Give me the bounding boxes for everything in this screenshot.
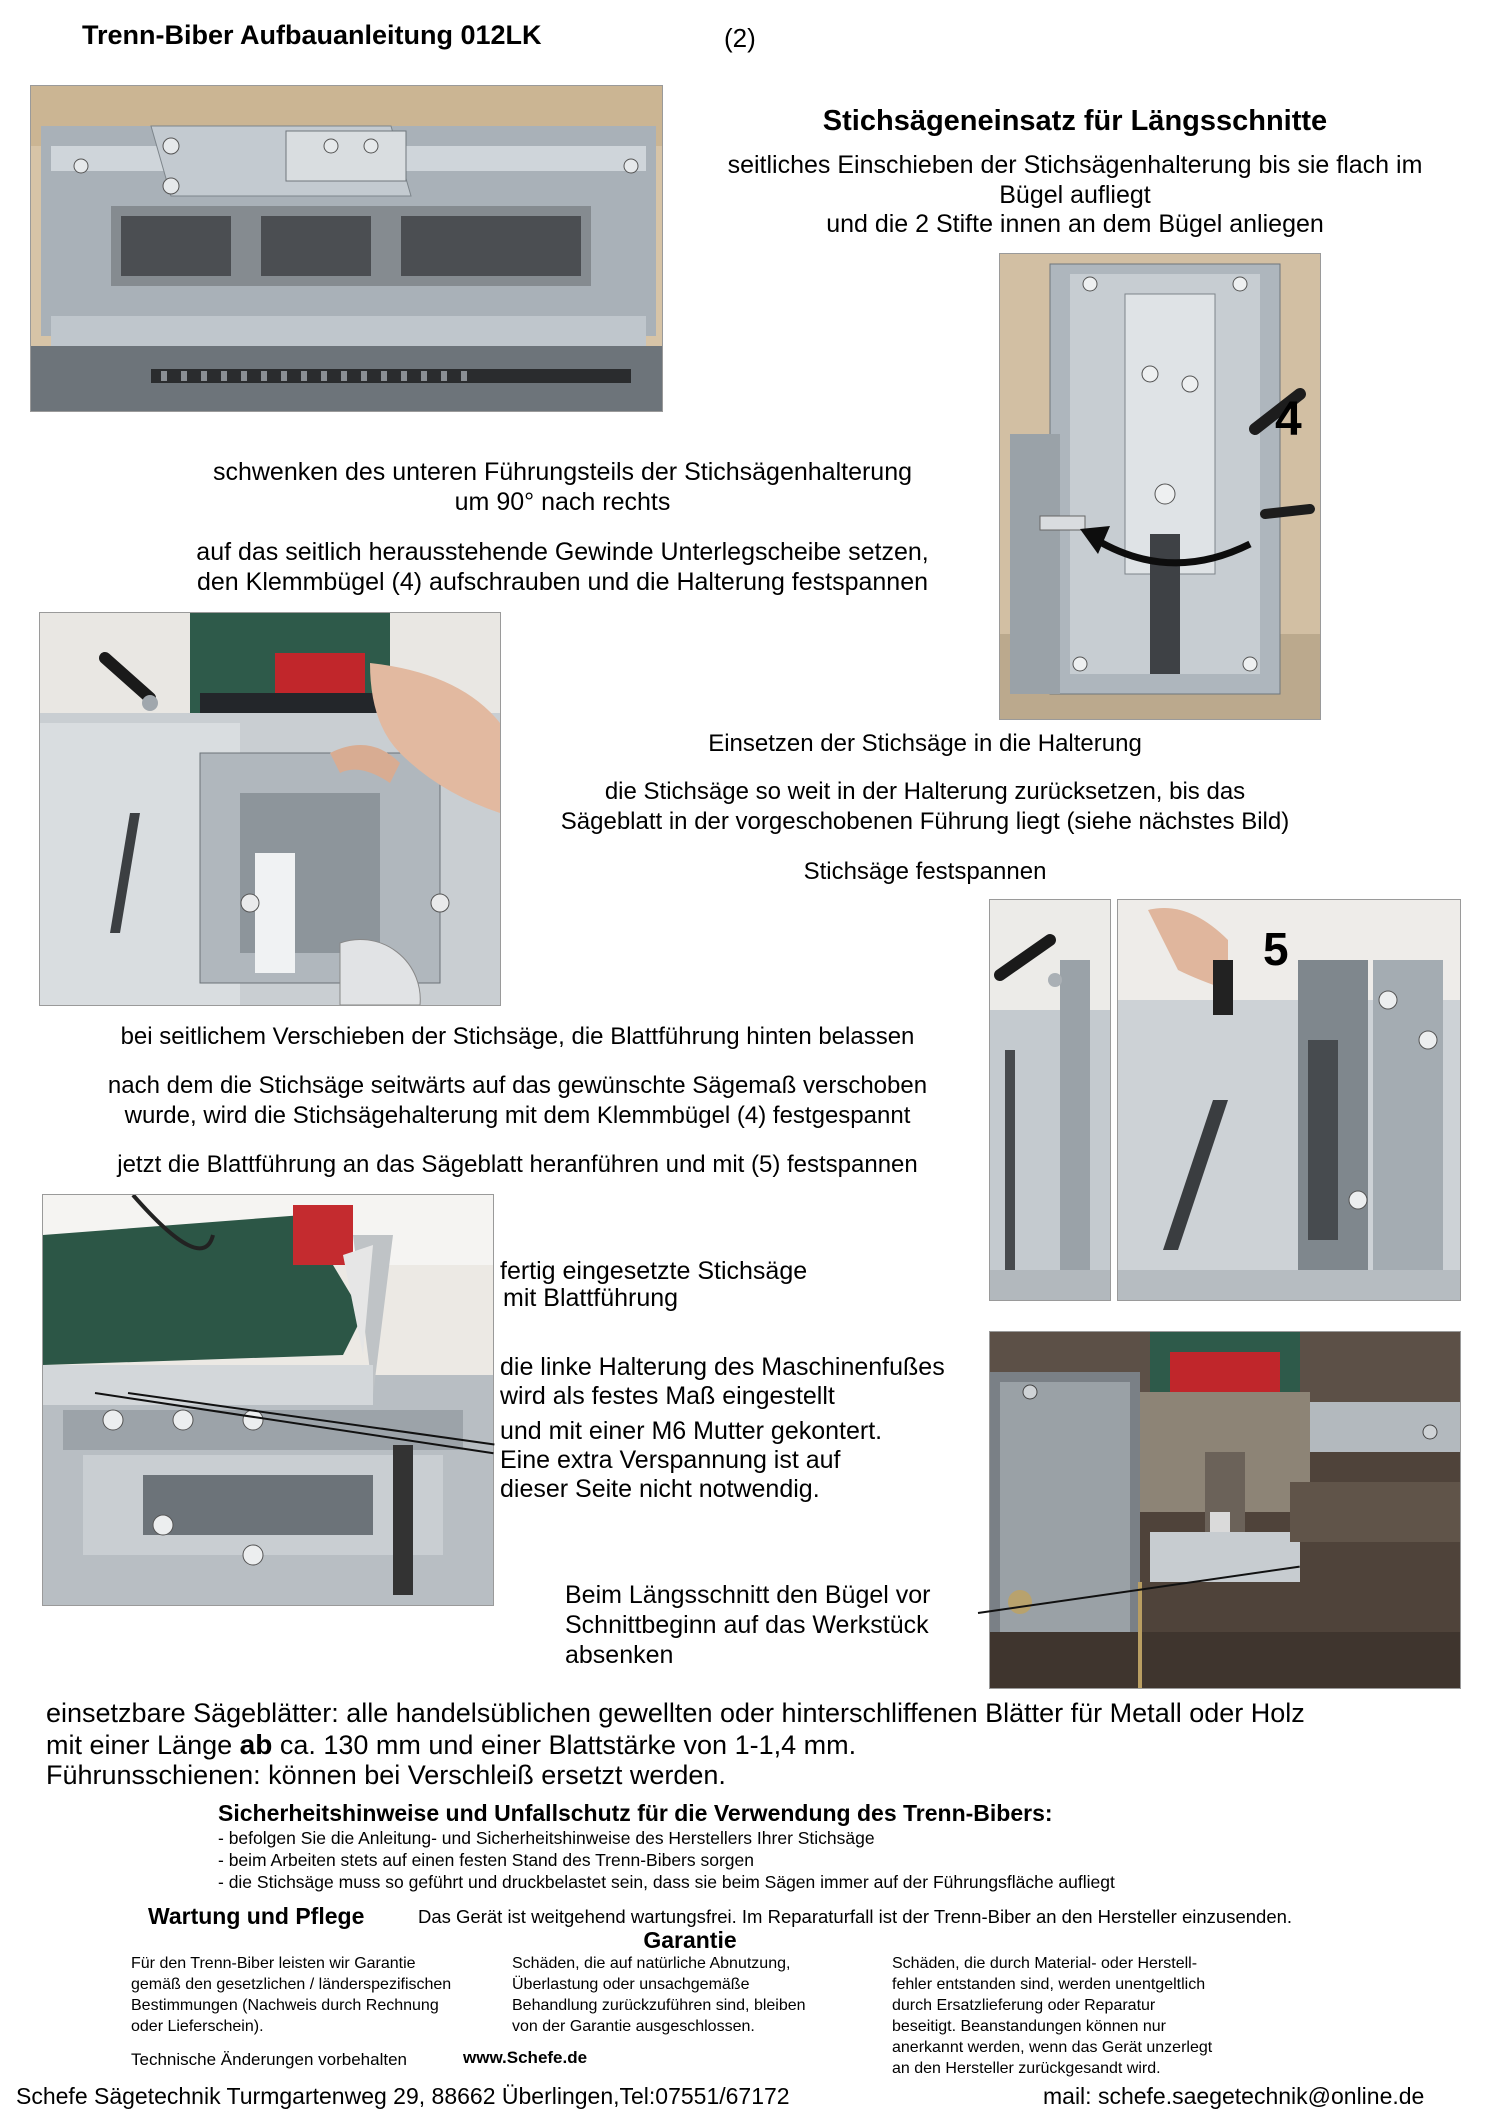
photo-longitudinal-cut xyxy=(989,1331,1461,1689)
caption-text: wird als festes Maß eingestellt xyxy=(500,1382,835,1410)
warranty-heading: Garantie xyxy=(643,1927,737,1953)
maintenance-text: Das Gerät ist weitgehend wartungsfrei. Im Reparaturfall ist der Trenn-Biber an den Hersteller einzusenden. xyxy=(418,1906,1293,1927)
photo-blade-guide-right xyxy=(1117,899,1461,1301)
blades-length-prefix: mit einer Länge xyxy=(46,1730,233,1760)
warranty-line: Für den Trenn-Biber leisten wir Garantie xyxy=(131,1955,416,1972)
document-title: Trenn-Biber Aufbauanleitung 012LK xyxy=(82,20,542,50)
blades-text: Führunsschienen: können bei Verschleiß ersetzt werden. xyxy=(46,1760,726,1790)
caption-text: fertig eingesetzte Stichsäge xyxy=(500,1257,808,1285)
warranty-line: Bestimmungen (Nachweis durch Rechnung xyxy=(131,1997,439,2014)
photo-blade-guide-left xyxy=(989,899,1111,1301)
caption-text: die linke Halterung des Maschinenfußes xyxy=(500,1353,945,1381)
instruction-text: Sägeblatt in der vorgeschobenen Führung liegt (siehe nächstes Bild) xyxy=(560,808,1290,835)
photo-inserting-saw xyxy=(39,612,501,1006)
warranty-line: an den Hersteller zurückgesandt wird. xyxy=(892,2060,1161,2077)
photo-label-5: 5 xyxy=(1263,923,1289,975)
instruction-text: und die 2 Stifte innen an dem Bügel anliegen xyxy=(826,210,1324,238)
warranty-line: durch Ersatzlieferung oder Reparatur xyxy=(892,1997,1156,2014)
instruction-text: um 90° nach rechts xyxy=(454,488,671,516)
warranty-column-2 xyxy=(512,1953,806,2037)
instruction-text: Einsetzen der Stichsäge in die Halterung xyxy=(708,730,1142,757)
instruction-text: seitliches Einschieben der Stichsägenhalterung bis sie flach im xyxy=(727,151,1423,179)
page-number: (2) xyxy=(724,23,756,53)
instruction-text: schwenken des unteren Führungsteils der Stichsägenhalterung xyxy=(212,458,913,486)
website-link[interactable]: www.Schefe.de xyxy=(463,2048,588,2067)
safety-item: - befolgen Sie die Anleitung- und Sicherheitshinweise des Herstellers Ihrer Stichsäge xyxy=(218,1828,875,1848)
warranty-line: fehler entstanden sind, werden unentgeltlich xyxy=(892,1976,1206,1993)
warranty-column-3 xyxy=(892,1953,1212,2079)
instruction-text: auf das seitlich herausstehende Gewinde Unterlegscheibe setzen, xyxy=(196,538,929,566)
warranty-line: Schäden, die auf natürliche Abnutzung, xyxy=(512,1955,791,1972)
instruction-text: die Stichsäge so weit in der Halterung zurücksetzen, bis das xyxy=(604,778,1246,805)
caption-text: absenken xyxy=(565,1641,674,1669)
photo-holder-frame xyxy=(30,85,663,412)
instruction-text: bei seitlichem Verschieben der Stichsäge, die Blattführung hinten belassen xyxy=(120,1023,915,1050)
instruction-text: den Klemmbügel (4) aufschrauben und die Halterung festspannen xyxy=(196,568,929,596)
warranty-line: Behandlung zurückzuführen sind, bleiben xyxy=(512,1997,806,2014)
caption-text: dieser Seite nicht notwendig. xyxy=(500,1475,820,1503)
blades-text: einsetzbare Sägeblätter: alle handelsüblichen gewellten oder hinterschliffenen Blätter für Metall oder Holz xyxy=(46,1698,1305,1728)
caption-text: mit Blattführung xyxy=(503,1284,679,1312)
instruction-text: Bügel aufliegt xyxy=(999,181,1151,209)
maintenance-heading: Wartung und Pflege xyxy=(148,1903,365,1929)
caption-text: Schnittbeginn auf das Werkstück xyxy=(565,1611,929,1639)
warranty-line: Überlastung oder unsachgemäße xyxy=(512,1976,750,1993)
warranty-line: von der Garantie ausgeschlossen. xyxy=(512,2018,755,2035)
warranty-line: beseitigt. Beanstandungen können nur xyxy=(892,2018,1166,2035)
warranty-line: Schäden, die durch Material- oder Herstell- xyxy=(892,1955,1198,1972)
caption-text: und mit einer M6 Mutter gekontert. xyxy=(500,1417,883,1445)
safety-item: - beim Arbeiten stets auf einen festen Stand des Trenn-Bibers sorgen xyxy=(218,1850,755,1870)
warranty-line: anerkannt werden, wenn das Gerät unzerlegt xyxy=(892,2039,1213,2056)
warranty-line: oder Lieferschein). xyxy=(131,2018,264,2035)
safety-item: - die Stichsäge muss so geführt und druckbelastet sein, dass sie beim Sägen immer auf der Führungsfläche aufliegt xyxy=(218,1872,1115,1892)
warranty-column-1 xyxy=(131,1953,451,2037)
caption-text: Eine extra Verspannung ist auf xyxy=(500,1446,841,1474)
footer-email[interactable]: mail: schefe.saegetechnik@online.de xyxy=(1043,2083,1425,2109)
instruction-text: nach dem die Stichsäge seitwärts auf das gewünschte Sägemaß verschoben xyxy=(107,1072,928,1099)
technical-changes-note: Technische Änderungen vorbehalten xyxy=(131,2050,407,2069)
caption-text: Beim Längsschnitt den Bügel vor xyxy=(565,1581,931,1609)
section-heading-longitudinal-cuts: Stichsägeneinsatz für Längsschnitte xyxy=(822,105,1328,137)
photo-label-4: 4 xyxy=(1275,393,1302,446)
instruction-text: wurde, wird die Stichsägehalterung mit dem Klemmbügel (4) festgespannt xyxy=(124,1102,911,1129)
safety-heading: Sicherheitshinweise und Unfallschutz für die Verwendung des Trenn-Bibers: xyxy=(218,1800,1053,1826)
blades-length-value: ca. 130 mm und einer Blattstärke von 1-1,4 mm. xyxy=(279,1730,857,1760)
photo-finished-saw xyxy=(42,1194,494,1606)
blades-text xyxy=(46,1729,856,1761)
photo-rotated-holder xyxy=(999,253,1321,720)
instruction-text: Stichsäge festspannen xyxy=(803,858,1047,885)
instruction-text: jetzt die Blattführung an das Sägeblatt heranführen und mit (5) festspannen xyxy=(117,1151,918,1178)
blades-length-emphasis: ab xyxy=(239,1729,273,1760)
footer-address: Schefe Sägetechnik Turmgartenweg 29, 88662 Überlingen,Tel:07551/67172 xyxy=(16,2083,790,2109)
warranty-line: gemäß den gesetzlichen / länderspezifischen xyxy=(131,1976,452,1993)
